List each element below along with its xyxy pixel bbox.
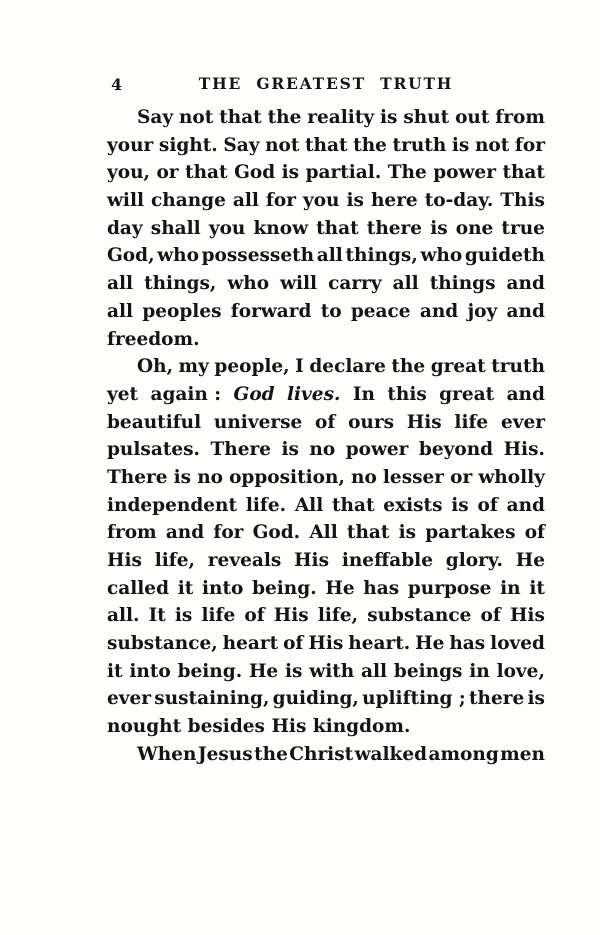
word: is	[281, 439, 299, 461]
word: the	[254, 743, 288, 765]
text-line	[107, 464, 545, 492]
word: of	[480, 605, 501, 627]
word: and	[419, 300, 459, 322]
word: great	[439, 383, 495, 405]
word: He	[325, 577, 355, 599]
text-line	[107, 326, 545, 354]
word: your	[107, 134, 154, 156]
word: all	[316, 245, 343, 267]
word: exists	[383, 494, 443, 516]
text-line	[107, 409, 545, 437]
word: to-day.	[424, 190, 494, 212]
word: ever	[107, 688, 152, 710]
word: who	[420, 245, 463, 267]
word: know	[253, 217, 309, 239]
word: not	[265, 134, 300, 156]
word: universe	[213, 411, 303, 433]
word: with	[309, 660, 355, 682]
word: All	[309, 522, 338, 544]
word: one	[455, 217, 494, 239]
word: There	[210, 439, 271, 461]
word: in	[500, 577, 521, 599]
word: reveals	[207, 550, 282, 571]
text-line	[107, 298, 545, 326]
word: you	[208, 217, 246, 239]
word: truth	[392, 134, 447, 156]
word: from	[495, 107, 545, 128]
word: that	[185, 162, 228, 184]
word: things,	[345, 245, 418, 267]
word: is	[285, 660, 303, 682]
word: His	[107, 550, 142, 571]
word: power	[433, 162, 496, 184]
word: the	[353, 134, 387, 156]
word: partial.	[305, 162, 382, 184]
word: that	[346, 522, 390, 544]
word: who	[227, 273, 270, 295]
text-line	[107, 492, 545, 520]
word: peace	[350, 300, 411, 322]
word: things,	[144, 273, 217, 295]
word: out	[455, 107, 490, 128]
paragraph	[107, 104, 545, 353]
word: When	[137, 743, 197, 765]
word: that	[316, 217, 359, 239]
word: for	[514, 134, 545, 156]
word: and	[506, 300, 545, 322]
word: besides	[187, 716, 265, 738]
word: beautiful	[107, 411, 202, 433]
word: all	[107, 273, 134, 295]
word: carry	[328, 273, 382, 295]
word: is	[451, 134, 470, 156]
word: is	[174, 605, 193, 627]
word: is	[451, 494, 469, 516]
word: lesser	[382, 466, 445, 488]
word: opposition,	[229, 466, 345, 488]
word: here	[370, 190, 418, 212]
word: Say	[223, 134, 260, 156]
word: you,	[107, 162, 150, 184]
word: yet	[107, 383, 139, 405]
word: is	[398, 522, 417, 544]
word: ineffable	[341, 550, 433, 571]
word: life,	[154, 550, 195, 571]
word: not	[178, 107, 214, 128]
word: nought	[107, 716, 182, 738]
word: partakes	[425, 522, 516, 544]
word: All	[294, 494, 324, 516]
word: I	[295, 356, 304, 378]
text-line	[107, 685, 545, 713]
word: and	[506, 383, 545, 405]
word: for	[265, 190, 296, 212]
word: He	[515, 550, 545, 571]
word: heart	[222, 633, 279, 655]
word: shall	[150, 217, 201, 239]
word: will	[107, 190, 145, 212]
word: life.	[245, 494, 287, 516]
word: of	[244, 605, 265, 627]
word: His	[406, 411, 442, 433]
word: into	[202, 577, 244, 599]
word: substance	[367, 605, 472, 627]
word: it	[529, 577, 545, 599]
word: wholly	[478, 466, 545, 488]
text-line	[107, 381, 545, 409]
word: beyond	[418, 439, 494, 461]
word: will	[280, 273, 318, 295]
text-line	[107, 547, 545, 575]
word: sight.	[158, 134, 218, 156]
word: power	[345, 439, 409, 461]
word: Christ	[289, 743, 354, 765]
word: there	[469, 688, 525, 710]
word: men	[500, 743, 545, 765]
text-line	[107, 104, 545, 132]
word: God	[234, 162, 276, 184]
word: all	[232, 190, 259, 212]
word: you	[302, 190, 340, 212]
word: His	[308, 633, 344, 655]
word: again :	[150, 383, 222, 405]
word: kingdom.	[312, 716, 411, 738]
word: all	[392, 273, 419, 295]
word: life,	[317, 605, 359, 627]
word: Jesus	[197, 743, 253, 765]
word: peoples	[142, 300, 222, 322]
word: forward	[230, 300, 312, 322]
word: or	[156, 162, 179, 184]
word: is	[346, 190, 364, 212]
word: among	[428, 743, 499, 765]
word: truth	[491, 356, 545, 378]
word: of	[315, 411, 336, 433]
word: no	[197, 466, 223, 488]
text-line	[107, 658, 545, 686]
word: and	[165, 522, 205, 544]
word: is	[281, 162, 300, 184]
word: there	[366, 217, 423, 239]
word: reality	[307, 107, 375, 128]
text-line	[107, 436, 545, 464]
word: great	[430, 356, 486, 378]
word: His	[294, 550, 330, 571]
word: is	[380, 107, 398, 128]
word: this	[387, 383, 427, 405]
word: it	[107, 660, 123, 682]
word: independent	[107, 494, 238, 516]
text-line	[107, 159, 545, 187]
word: love,	[496, 660, 545, 682]
word: all.	[107, 605, 140, 627]
word: all	[361, 660, 388, 682]
word: possesseth	[201, 245, 315, 267]
word: day	[107, 217, 143, 239]
text-line	[107, 575, 545, 603]
word: beings	[393, 660, 463, 682]
word: of	[477, 494, 498, 516]
word: all	[107, 300, 134, 322]
word: has	[363, 577, 400, 599]
word: is	[430, 217, 448, 239]
word: In	[352, 383, 375, 405]
word: is	[173, 466, 192, 488]
text-line	[107, 741, 545, 769]
word: for	[213, 522, 244, 544]
word: guideth	[464, 245, 545, 267]
word: in	[469, 660, 490, 682]
word: substance,	[107, 633, 218, 655]
word: has	[449, 633, 486, 655]
word: no	[309, 439, 336, 461]
page-header	[107, 74, 545, 94]
word: glory.	[445, 550, 503, 571]
word: who	[157, 245, 199, 267]
word: pulsates.	[107, 439, 200, 461]
word: He	[248, 660, 279, 682]
word: people,	[214, 356, 290, 378]
word: from	[107, 522, 157, 544]
word: Oh,	[137, 356, 174, 378]
word: and	[506, 273, 545, 295]
word: His	[271, 716, 307, 738]
word: walked	[354, 743, 428, 765]
word: being.	[177, 660, 243, 682]
word: not	[474, 134, 510, 156]
text-line	[107, 602, 545, 630]
word: true	[501, 217, 545, 239]
word: and	[506, 494, 545, 516]
word: God	[233, 383, 275, 405]
word: that	[332, 494, 375, 516]
word: His	[509, 605, 545, 627]
word: guiding,	[272, 688, 359, 710]
word: it	[177, 577, 194, 599]
text-line	[107, 187, 545, 215]
word: purpose	[407, 577, 492, 599]
word: The	[387, 162, 427, 184]
word: He	[415, 633, 445, 655]
word: shut	[403, 107, 450, 128]
word: ever	[500, 411, 545, 433]
word: life	[201, 605, 236, 627]
text-line	[107, 630, 545, 658]
page-number: 4	[111, 75, 123, 94]
word: the	[391, 356, 426, 378]
word: sustaining,	[154, 688, 270, 710]
word: God.	[252, 522, 301, 544]
word: that	[502, 162, 545, 184]
word: lives.	[287, 383, 341, 405]
text-line	[107, 713, 545, 741]
word: It	[148, 605, 166, 627]
word: Say	[137, 107, 174, 128]
word: is	[527, 688, 545, 710]
word: to	[320, 300, 342, 322]
word: uplifting ;	[362, 688, 466, 710]
word: or	[450, 466, 473, 488]
word: that	[305, 134, 348, 156]
paragraph	[107, 741, 545, 769]
word: into	[129, 660, 171, 682]
word: His	[273, 605, 309, 627]
word: called	[107, 577, 170, 599]
word: freedom.	[107, 328, 200, 350]
word: ours	[348, 411, 395, 433]
text-line	[107, 242, 545, 270]
word: that	[219, 107, 262, 128]
word: loved	[490, 633, 545, 655]
page-body	[107, 104, 545, 769]
text-line	[107, 132, 545, 160]
word: the	[267, 107, 302, 128]
word: life	[454, 411, 489, 433]
word: declare	[309, 356, 386, 378]
word: heart.	[348, 633, 411, 655]
word: His.	[503, 439, 545, 461]
word: being.	[252, 577, 317, 599]
word: change	[151, 190, 226, 212]
text-line	[107, 215, 545, 243]
text-line	[107, 519, 545, 547]
running-title: THE GREATEST TRUTH	[198, 74, 454, 93]
word: joy	[467, 300, 498, 322]
word: of	[283, 633, 304, 655]
text-line	[107, 270, 545, 298]
word: This	[500, 190, 545, 212]
word: no	[351, 466, 377, 488]
word: There	[107, 466, 168, 488]
paragraph	[107, 353, 545, 741]
text-line	[107, 353, 545, 381]
word: God,	[107, 245, 155, 267]
word: my	[178, 356, 209, 378]
word: things	[429, 273, 496, 295]
word: of	[524, 522, 545, 544]
